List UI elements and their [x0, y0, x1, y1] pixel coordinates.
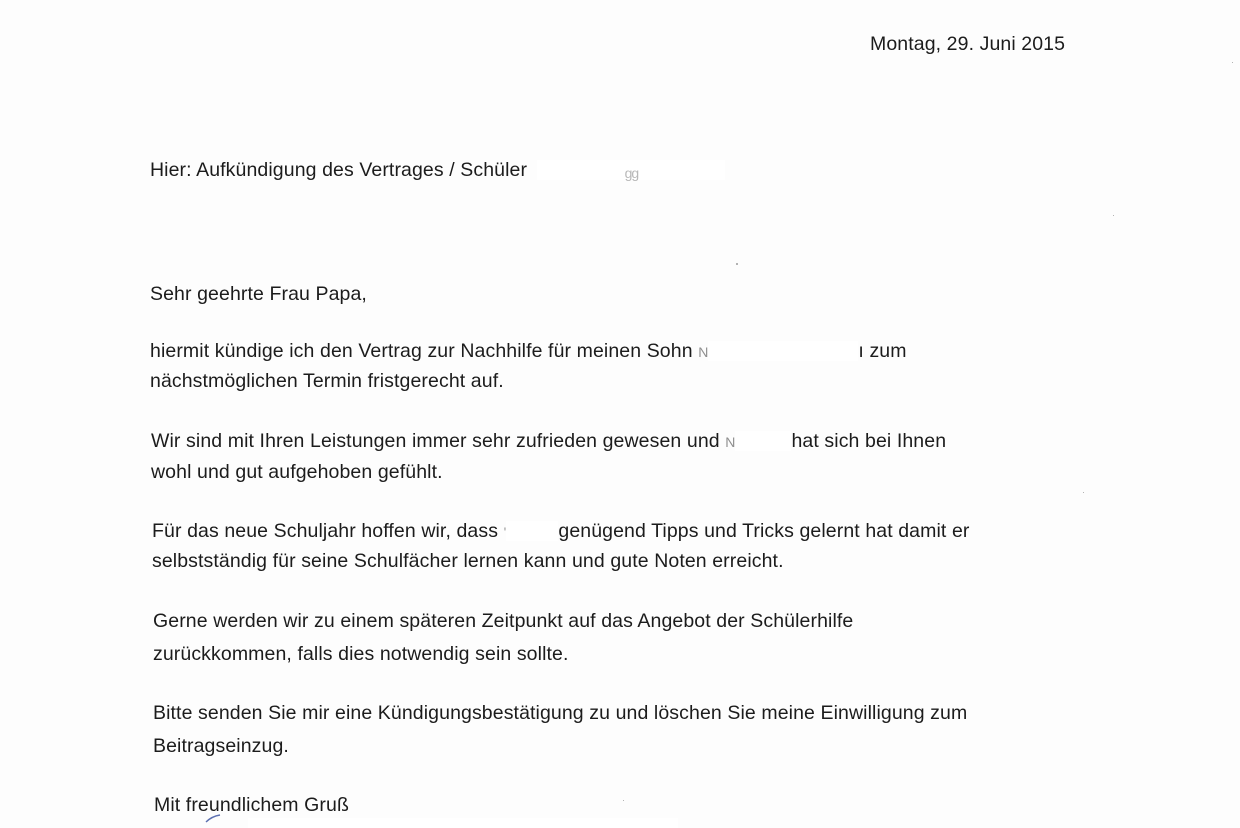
redacted-son-name — [735, 431, 791, 451]
letter-date: Montag, 29. Juni 2015 — [870, 33, 1066, 55]
scan-speck — [1113, 215, 1114, 216]
paragraph-2-line-1 — [151, 431, 946, 452]
paragraph-1-line-2: nächstmöglichen Termin fristgerecht auf. — [150, 370, 504, 392]
signature-pen-stroke — [204, 812, 224, 824]
paragraph-5-line-2: Beitragseinzug. — [153, 735, 289, 757]
subject-text: Hier: Aufkündigung des Vertrages / Schüler — [150, 159, 528, 181]
paragraph-3-line-1 — [152, 521, 969, 542]
paragraph-3-text-end: genügend Tipps und Tricks gelernt hat damit er — [558, 520, 970, 542]
redacted-son-name — [708, 341, 858, 361]
paragraph-2-text-end: hat sich bei Ihnen — [791, 430, 947, 452]
redaction-residue: gg — [624, 165, 639, 181]
paragraph-1-text-end: ı zum — [858, 340, 907, 362]
paragraph-5-line-1: Bitte senden Sie mir eine Kündigungsbestätigung zu und löschen Sie meine Einwilligung zum — [153, 702, 968, 724]
paragraph-1-line-1 — [150, 341, 907, 362]
paragraph-2-line-2: wohl und gut aufgehoben gefühlt. — [151, 461, 443, 483]
paragraph-4-line-2: zurückkommen, falls dies notwendig sein sollte. — [153, 643, 569, 665]
redaction-stub: ' — [503, 524, 507, 540]
paragraph-3-line-2: selbstständig für seine Schulfächer lernen kann und gute Noten erreicht. — [152, 550, 784, 572]
subject-line — [150, 160, 725, 181]
paragraph-2-text-start: Wir sind mit Ihren Leistungen immer sehr zufrieden gewesen und — [151, 430, 720, 452]
salutation: Sehr geehrte Frau Papa, — [150, 283, 367, 305]
scan-speck — [1083, 492, 1084, 493]
redacted-student-name — [537, 160, 725, 180]
redaction-stub: N — [698, 344, 709, 360]
scan-speck — [736, 263, 738, 265]
paragraph-1-text-start: hiermit kündige ich den Vertrag zur Nachhilfe für meinen Sohn — [150, 340, 693, 362]
closing-greeting: Mit freundlichem Gruß — [154, 794, 349, 816]
redacted-son-name — [503, 521, 558, 541]
redacted-signature — [248, 818, 678, 828]
scan-speck — [1232, 62, 1233, 63]
paragraph-3-text-start: Für das neue Schuljahr hoffen wir, dass — [152, 520, 499, 542]
paragraph-4-line-1: Gerne werden wir zu einem späteren Zeitpunkt auf das Angebot der Schülerhilfe — [153, 610, 854, 632]
redaction-stub: N — [725, 434, 736, 450]
scan-speck — [623, 800, 624, 801]
